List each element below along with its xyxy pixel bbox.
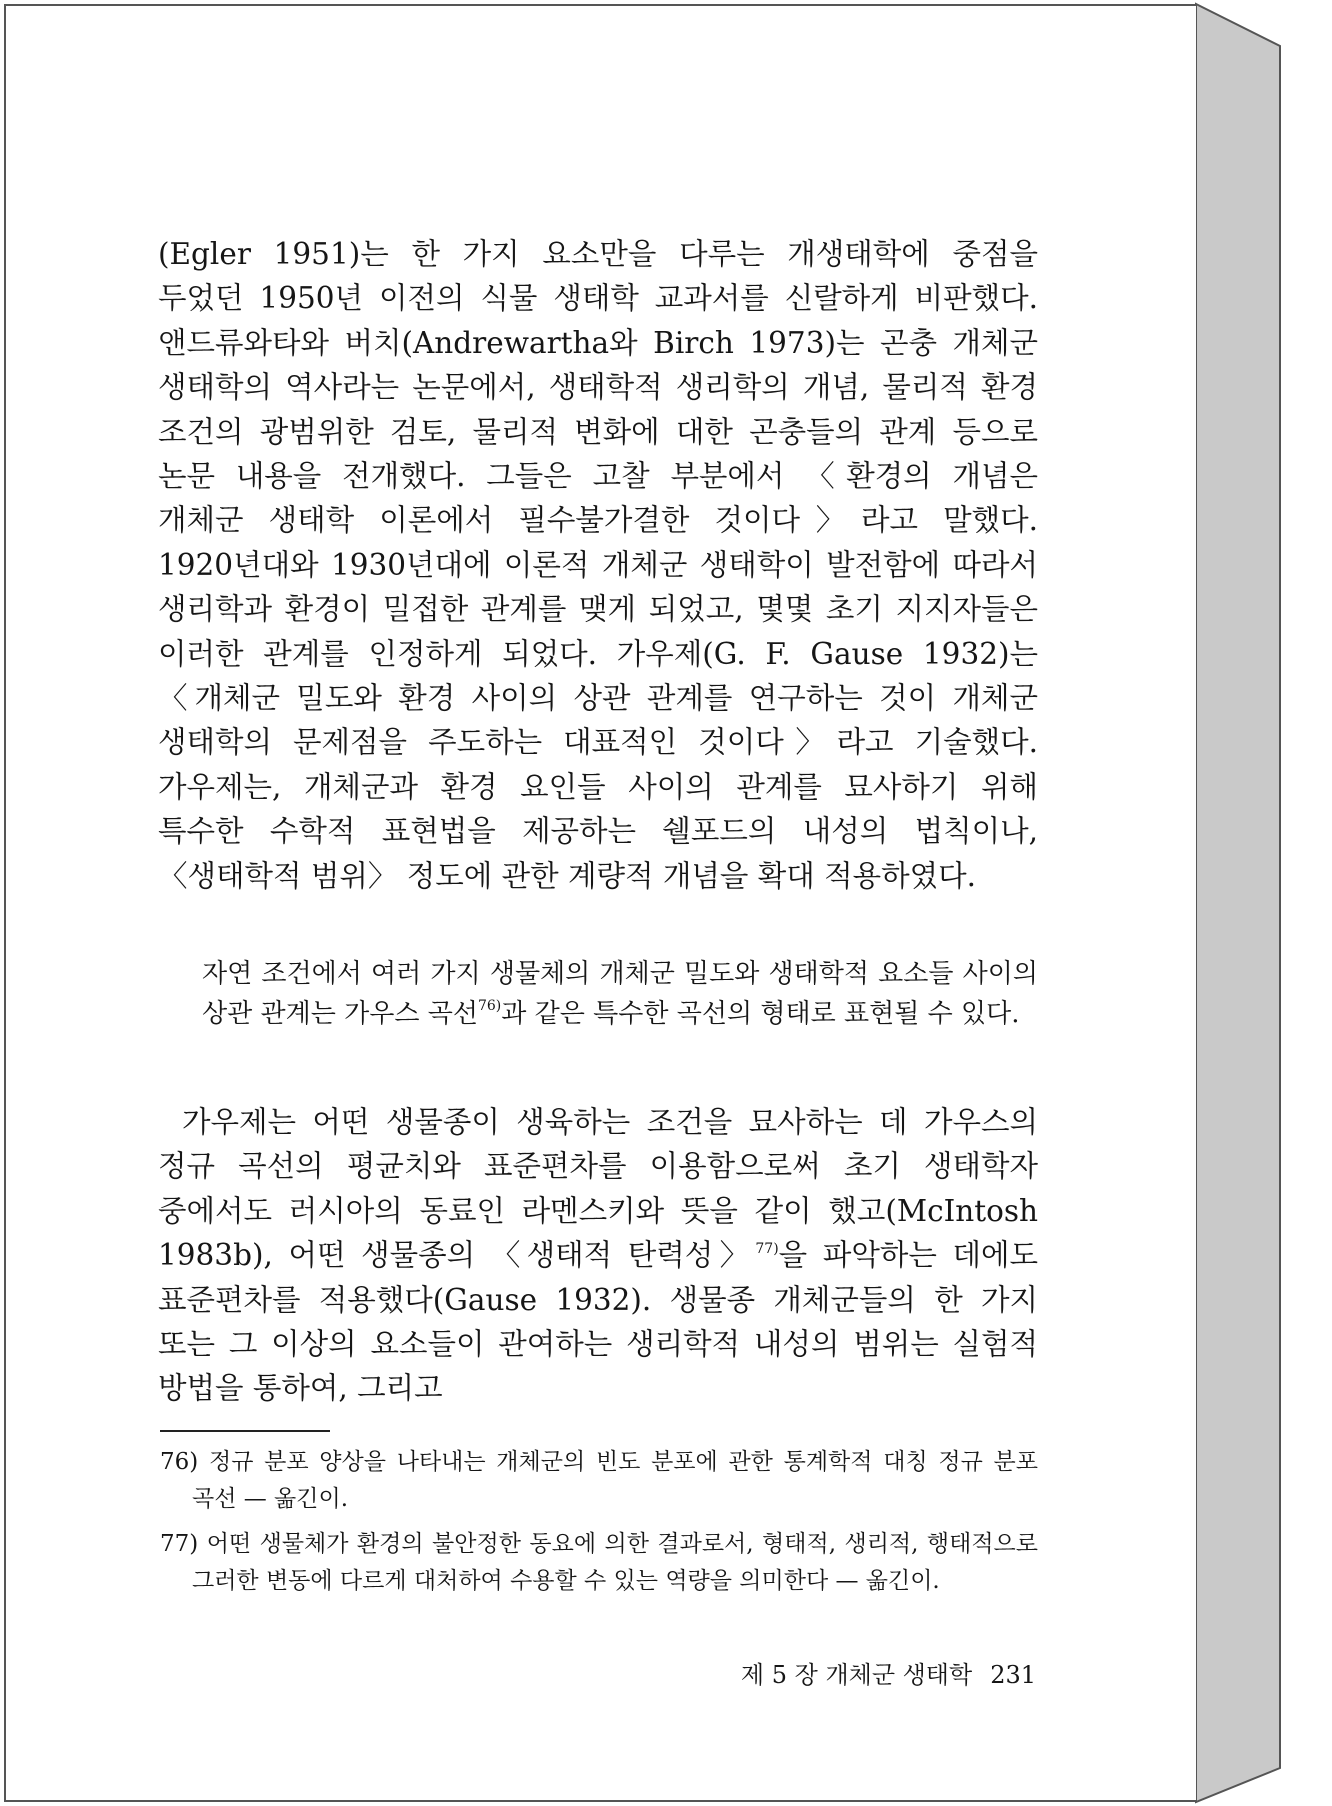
footnote-ref-76: 76): [477, 998, 502, 1014]
page-number: 231: [990, 1661, 1036, 1689]
chapter-title: 제 5 장 개체군 생태학: [740, 1661, 973, 1689]
indented-quote: [202, 954, 1038, 1034]
paragraph3-text-2: 을 파악하는 데에도 표준편차를 적용했다(Gause 1932). 생물종 개체군들의 한 가지 또는 그 이상의 요소들이 관여하는 생리학적 내성의 범위는 실험적 방법을 통하여, 그리고: [158, 1238, 1038, 1406]
footnote-ref-77: 77): [755, 1241, 779, 1258]
footnote-divider: [160, 1430, 330, 1432]
quote-text-1: 자연 조건에서 여러 가지 생물체의 개체군 밀도와 생태학적 요소들 사이의 상관 관계는 가우스 곡선: [202, 959, 1038, 1029]
body-paragraph-3: [158, 1100, 1038, 1411]
footnote-77: 77) 어떤 생물체가 환경의 불안정한 동요에 의한 결과로서, 형태적, 생리적, 행태적으로 그러한 변동에 다르게 대처하여 수용할 수 있는 역량을 의미한다 — 옮긴이.: [160, 1531, 1038, 1594]
running-footer: [741, 1660, 1036, 1690]
footnote-76: 76) 정규 분포 양상을 나타내는 개체군의 빈도 분포에 관한 통계학적 대칭 정규 분포 곡선 — 옮긴이.: [160, 1449, 1038, 1512]
body-paragraph-1: (Egler 1951)는 한 가지 요소만을 다루는 개생태학에 중점을 두었던 1950년 이전의 식물 생태학 교과서를 신랄하게 비판했다. 앤드류와타와 버치(Andrewartha와 Birch 1973)는 곤충 개체군 생태학의 역사라는 논문에서, 생태학적 생리학의 개념, 물리적 환경 조건의 광범위한 검토, 물리적 변화에 대한 곤충들의 관계 등으로 논문 내용을 전개했다. 그들은 고찰 부분에서 〈환경의 개념은 개체군 생태학 이론에서 필수불가결한 것이다〉라고 말했다. 1920년대와 1930년대에 이론적 개체군 생태학이 발전함에 따라서 생리학과 환경이 밀접한 관계를 맺게 되었고, 몇몇 초기 지지자들은 이러한 관계를 인정하게 되었다. 가우제(G. F. Gause 1932)는 〈개체군 밀도와 환경 사이의 상관 관계를 연구하는 것이 개체군 생태학의 문제점을 주도하는 대표적인 것이다〉라고 기술했다. 가우제는, 개체군과 환경 요인들 사이의 관계를 묘사하기 위해 특수한 수학적 표현법을 제공하는 쉘포드의 내성의 법칙이나, 〈생태학적 범위〉 정도에 관한 계량적 개념을 확대 적용하였다.: [158, 237, 1038, 893]
footnotes: [160, 1444, 1038, 1608]
quote-text-2: 과 같은 특수한 곡선의 형태로 표현될 수 있다.: [501, 999, 1020, 1029]
book-page: [4, 4, 1196, 1802]
paragraph3-text-1: 가우제는 어떤 생물종이 생육하는 조건을 묘사하는 데 가우스의 정규 곡선의 평균치와 표준편차를 이용함으로써 초기 생태학자 중에서도 러시아의 동료인 라멘스키와 뜻을 같이 했고(McIntosh 1983b), 어떤 생물종의 〈생태적 탄력성〉: [158, 1105, 1038, 1273]
